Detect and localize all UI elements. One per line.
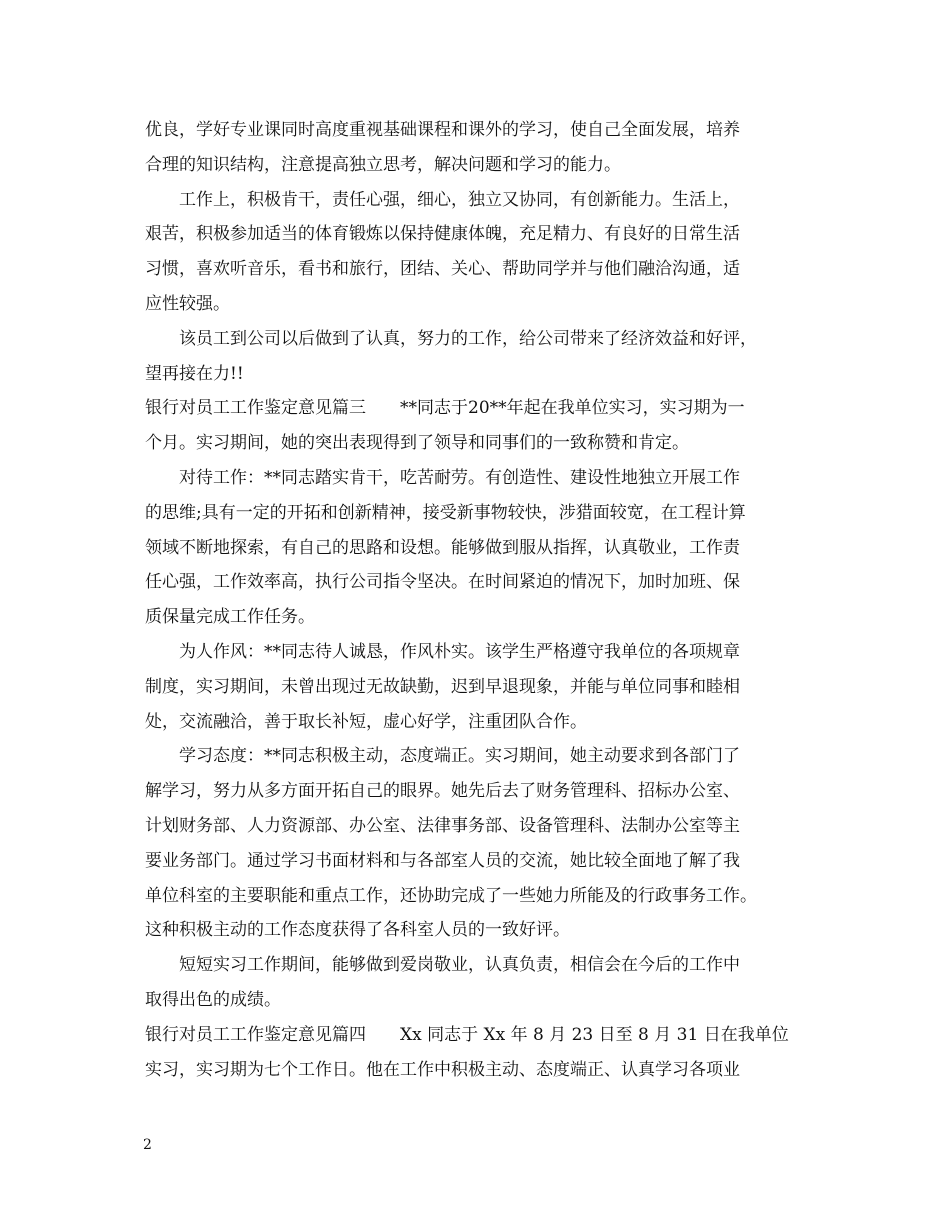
text-line: 艰苦，积极参加适当的体育锻炼以保持健康体魄，充足精力、有良好的日常生活: [145, 224, 740, 245]
text-line: 解学习，努力从多方面开拓自己的眼界。她先后去了财务管理科、招标办公室、: [145, 781, 740, 802]
text-line: 实习，实习期为七个工作日。他在工作中积极主动、态度端正、认真学习各项业: [145, 1059, 740, 1080]
text-line: 优良，学好专业课同时高度重视基础课程和课外的学习，使自己全面发展，培养: [145, 120, 740, 140]
text-line: 个月。实习期间，她的突出表现得到了领导和同事们的一致称赞和肯定。: [145, 433, 689, 454]
text-line: 合理的知识结构，注意提高独立思考，解决问题和学习的能力。: [145, 154, 621, 175]
paragraph-first-line: 该员工到公司以后做到了认真，努力的工作，给公司带来了经济效益和好评，: [179, 328, 757, 349]
text-line: 计划财务部、人力资源部、办公室、法律事务部、设备管理科、法制办公室等主: [145, 815, 740, 836]
body-text: [145, 113, 810, 1087]
text-line: 要业务部门。通过学习书面材料和与各部室人员的交流，她比较全面地了解了我: [145, 850, 740, 871]
text-line: 任心强，工作效率高，执行公司指令坚决。在时间紧迫的情况下，加时加班、保: [145, 572, 740, 593]
text-line: 制度，实习期间，未曾出现过无故缺勤，迟到早退现象，并能与单位同事和睦相: [145, 676, 740, 697]
paragraph-first-line: 短短实习工作期间，能够做到爱岗敬业，认真负责，相信会在今后的工作中: [179, 955, 740, 976]
text-line: 取得出色的成绩。: [145, 989, 281, 1010]
paragraph-first-line: 对待工作：**同志踏实肯干，吃苦耐劳。有创造性、建设性地独立开展工作: [179, 467, 740, 488]
text-line: 习惯，喜欢听音乐，看书和旅行，团结、关心、帮助同学并与他们融洽沟通，适: [145, 259, 740, 280]
section-heading-line: 银行对员工工作鉴定意见篇四 Xx 同志于 Xx 年 8 月 23 日至 8 月 31 日在我单位: [145, 1024, 789, 1045]
paragraph-first-line: 学习态度：**同志积极主动，态度端正。实习期间，她主动要求到各部门了: [179, 746, 740, 767]
text-line: 应性较强。: [145, 293, 230, 314]
text-line: 这种积极主动的工作态度获得了各科室人员的一致好评。: [145, 920, 570, 941]
text-line: 望再接在力!!: [145, 363, 244, 384]
text-line: 质保量完成工作任务。: [145, 607, 315, 628]
text-line: 单位科室的主要职能和重点工作，还协助完成了一些她力所能及的行政事务工作。: [145, 885, 757, 906]
section-heading-line: 银行对员工工作鉴定意见篇三 **同志于20**年起在我单位实习，实习期为一: [145, 398, 745, 419]
text-line: 的思维;具有一定的开拓和创新精神，接受新事物较快，涉猎面较宽，在工程计算: [145, 502, 746, 523]
page-number: 2: [143, 1137, 152, 1153]
text-line: 处，交流融洽，善于取长补短，虚心好学，注重团队合作。: [145, 711, 587, 732]
paragraph-first-line: 为人作风：**同志待人诚恳，作风朴实。该学生严格遵守我单位的各项规章: [179, 641, 740, 662]
text-line: 领域不断地探索，有自己的思路和设想。能够做到服从指挥，认真敬业，工作责: [145, 537, 740, 558]
paragraph-first-line: 工作上，积极肯干，责任心强，细心，独立又协同，有创新能力。生活上，: [179, 189, 740, 210]
